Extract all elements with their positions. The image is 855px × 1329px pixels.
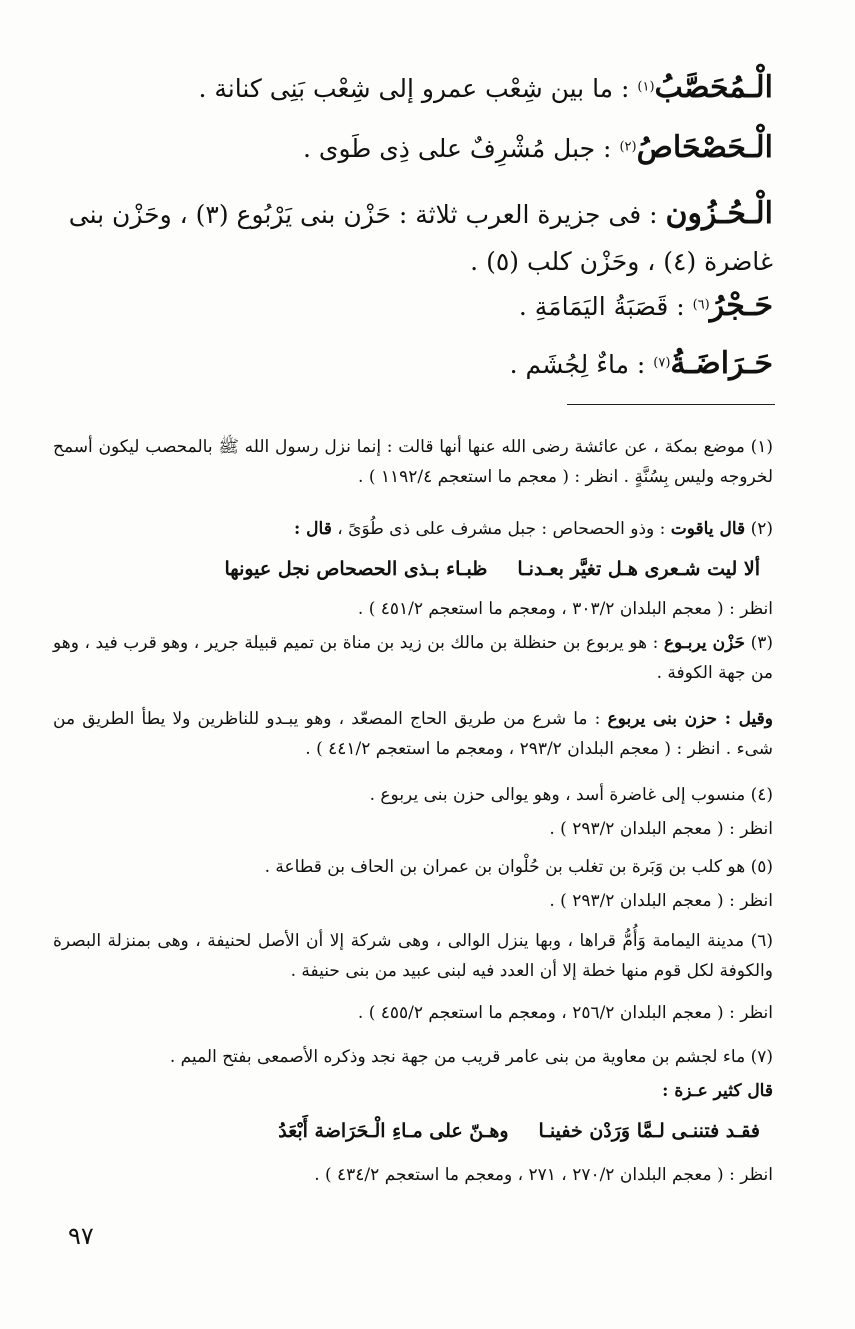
entry-term: الْـحَصْحَاصُ — [636, 130, 773, 165]
footnote-4: (٤) منسوب إلى غاضرة أسد ، وهو يوالى حزن بنى يربوع . — [369, 785, 773, 805]
footnote-number: (٣) — [750, 633, 773, 653]
entry-term: حَـجْرُ — [709, 288, 773, 323]
footnote-5: (٥) هو كلب بن وَبَرة بن تغلب بن حُلْوان بن عمران بن الحاف بن قطاعة . — [264, 857, 773, 877]
verse-hemistich-1: ألا ليت شـعرى هـل تغيَّر بعـدنـا — [517, 558, 760, 580]
entry-hashas — [303, 130, 773, 165]
footnote-2 — [53, 514, 773, 544]
entry-huzun — [53, 192, 773, 287]
footnote-text: : ما شرع من طريق الحاج المصعّد ، وهو يبـدو للناظرين ولا يطأ الطريق من شىء . انظر : ( معجم البلدان ٢٩٣/٢ ، ومعجم ما استعجم ٤٤١/٢ ) . — [53, 709, 773, 759]
footnote-ref: (٢) — [619, 139, 637, 155]
footnote-6: (٦) مدينة اليمامة وَأُمُّ قراها ، وبها ينزل الوالى ، وهى شركة إلا أن الأصل لحنيفة ، وهى بمنزلة البصرة والكوفة لكل قوم منها خطة إلا أن العدد فيه لبنى عبيد من بنى حنيفة . — [53, 931, 773, 981]
verse-hemistich-2: وهـنّ على مـاءِ الْـحَرَاضة أَبْعَدُ — [278, 1120, 509, 1142]
footnote-number: (٢) — [750, 519, 773, 539]
footnote-divider — [567, 404, 775, 405]
footnote-3b — [53, 704, 773, 764]
entry-muhassab — [199, 70, 774, 105]
footnote-ref: (١) — [637, 79, 655, 95]
footnote-2-source: انظر : ( معجم البلدان ٣٠٣/٢ ، ومعجم ما استعجم ٤٥١/٢ ) . — [357, 599, 773, 619]
entry-definition: : قَصَبَةُ اليَمَامَةِ . — [518, 292, 693, 321]
footnote-text: : هو يربوع بن حنظلة بن مالك بن زيد بن مناة بن تميم قبيلة جرير ، وهو قرب فيد ، وهو من جهة الكوفة . — [53, 633, 773, 683]
footnote-term: وقيل : حزن بنى يربوع — [607, 709, 773, 729]
entry-definition: : ما بين شِعْب عمرو إلى شِعْب بَنِى كنانة . — [198, 74, 638, 103]
verse-hemistich-1: فقـد فتننـى لـمَّا وَرَدْن خفينـا — [538, 1120, 760, 1142]
footnote-said: قال : — [293, 519, 332, 539]
footnote-text: : وذو الحصحاص : جبل مشرف على ذى طُوَىً ، — [331, 519, 671, 539]
entry-definition: : جبل مُشْرِفٌ على ذِى طَوى . — [302, 134, 620, 163]
footnote-ref: (٧) — [653, 355, 671, 371]
footnote-6-source: انظر : ( معجم البلدان ٢٥٦/٢ ، ومعجم ما استعجم ٤٥٥/٢ ) . — [357, 1003, 773, 1023]
verse-1 — [60, 558, 760, 580]
footnote-4-source: انظر : ( معجم البلدان ٢٩٣/٢ ) . — [549, 819, 773, 839]
footnote-term: حَزْن يربـوع — [663, 633, 746, 653]
entry-term: الْـمُحَصَّبُ — [654, 70, 773, 105]
footnote-1: (١) موضع بمكة ، عن عائشة رضى الله عنها أنها قالت : إنما نزل رسول الله ﷺ بالمحصب ليكون أسمح لخروجه وليس بِسُنَّةٍ . انظر : ( معجم ما استعجم ١١٩٢/٤ ) . — [53, 437, 773, 487]
entry-haradah — [510, 346, 773, 381]
footnote-ref: (٦) — [692, 297, 710, 313]
footnote-5-source: انظر : ( معجم البلدان ٢٩٣/٢ ) . — [549, 891, 773, 911]
footnote-7-source: انظر : ( معجم البلدان ٢٧٠/٢ ، ٢٧١ ، ومعجم ما استعجم ٤٣٤/٢ ) . — [314, 1165, 773, 1185]
footnote-7-poet: قال كثير عـزة : — [662, 1081, 773, 1101]
page-number: ٩٧ — [68, 1222, 94, 1250]
entry-definition: : فى جزيرة العرب ثلاثة : حَزْن بنى يَرْبُوع (٣) ، وحَزْن بنى غاضرة (٤) ، وحَزْن كلب (٥) . — [68, 200, 773, 276]
entry-term: الْـحُـزُون — [665, 196, 773, 231]
entry-term: حَـرَاضَـةُ — [670, 346, 773, 381]
footnote-3 — [53, 628, 773, 688]
verse-2 — [60, 1120, 760, 1142]
verse-hemistich-2: ظبـاء بـذى الحصحاص نجل عيونها — [224, 558, 488, 580]
entry-definition: : ماءٌ لِجُشَم . — [509, 350, 654, 379]
entry-hajr — [519, 288, 773, 323]
footnote-source-name: قال ياقوت — [670, 519, 746, 539]
footnote-7: (٧) ماء لجشم بن معاوية من بنى عامر قريب من جهة نجد وذكره الأصمعى بفتح الميم . — [169, 1047, 773, 1067]
